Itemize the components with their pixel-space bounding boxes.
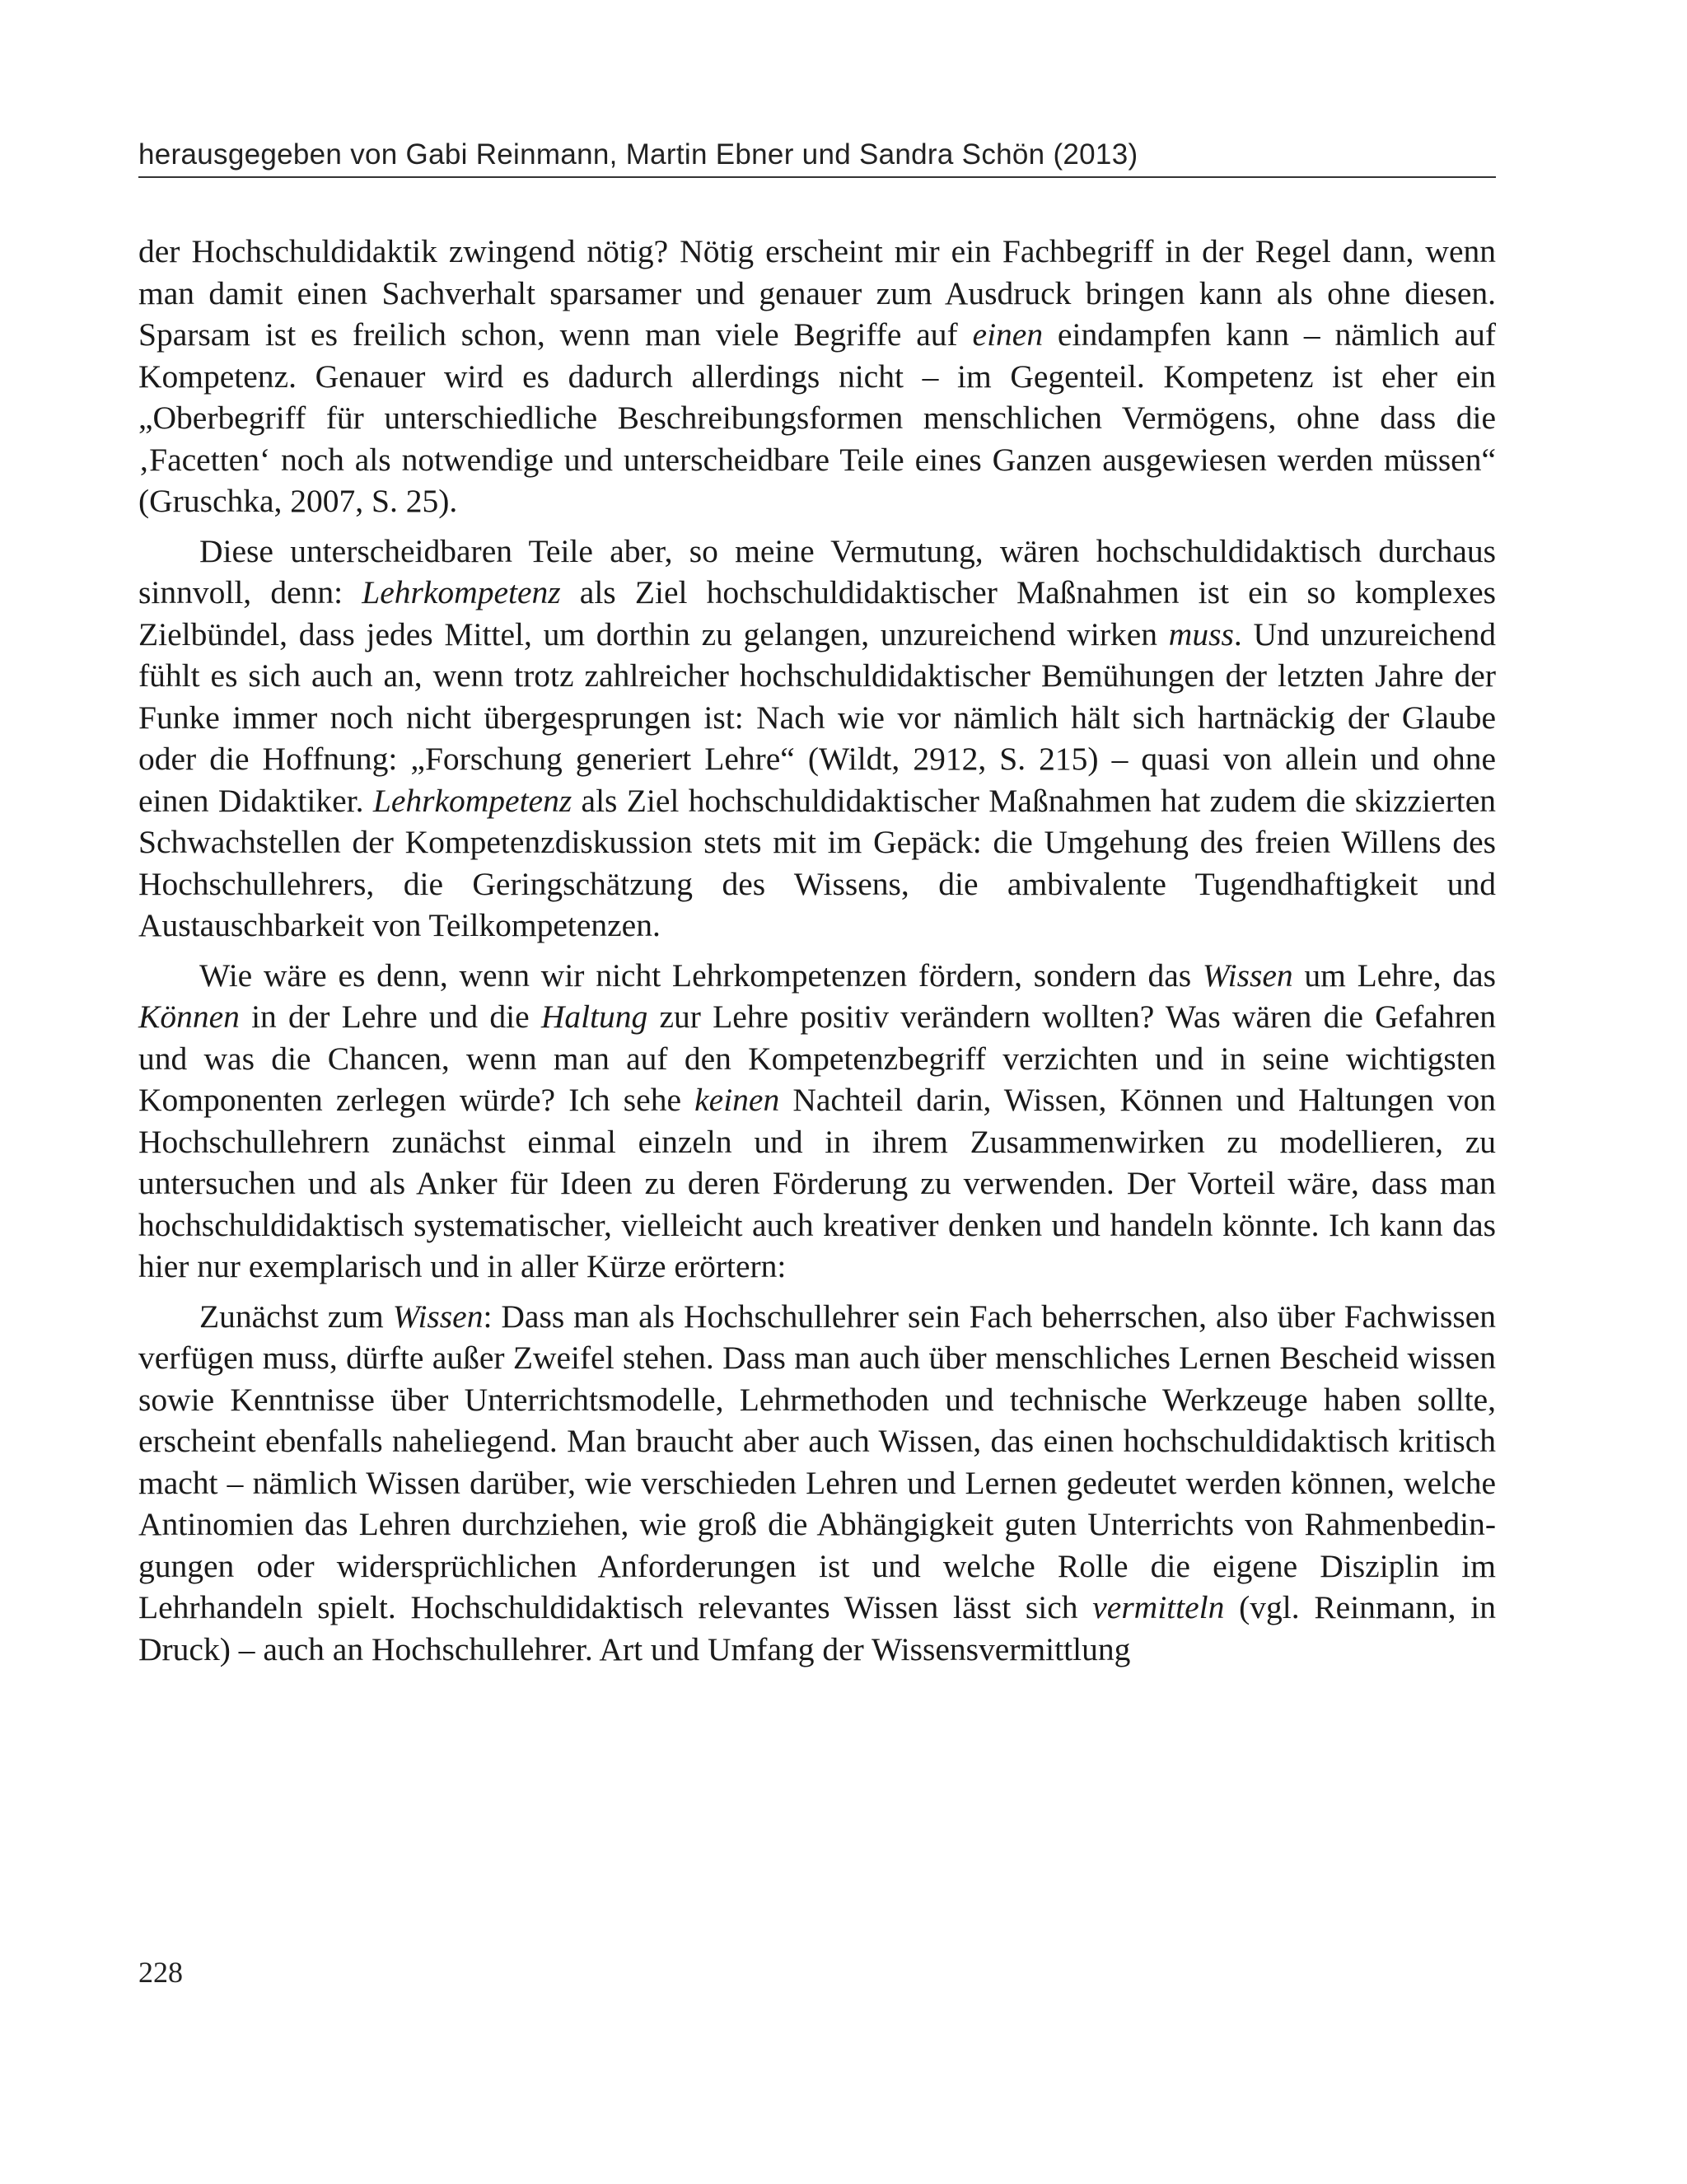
emphasis: Können <box>138 998 240 1035</box>
emphasis: keinen <box>694 1082 780 1118</box>
page-number: 228 <box>138 1956 183 1989</box>
text-run: der Hochschuldidaktik zwingend nötig? Nötig erscheint mir ein Fachbegriff in der Regel dann, wenn man damit einen Sachverhalt sparsamer und genauer zum Ausdruck bringen kann als ohne diesen. Sparsam ist es freilich schon, wenn man viele Begriffe auf <box>138 233 1496 353</box>
text-run: als Ziel hochschuldidaktischer Maßnahmen ist ein so komplexes Zielbündel, dass jedes Mittel, um dorthin zu gelangen, unzureichend wirken <box>138 574 1496 652</box>
text-run: Zunächst zum <box>199 1298 393 1335</box>
text-run: . Und unzureichend fühlt es sich auch an, wenn trotz zahlreicher hochschuldidaktischer Bemühungen der letzten Jahre der Funke immer noch nicht übergesprungen ist: Nach wie vor nämlich hält sich hartnäckig der Glaube oder die Hoffnung: „Forschung generiert Lehre“ (Wildt, 2912, S. 215) – quasi von allein und ohne einen Didaktiker. <box>138 615 1496 819</box>
header-rule <box>138 176 1496 178</box>
text-run: Diese unterscheidbaren Teile aber, so meine Vermutung, wären hochschuldidaktisch durchaus sinnvoll, denn: <box>138 532 1496 610</box>
running-header: herausgegeben von Gabi Reinmann, Martin Ebner und Sandra Schön (2013) <box>138 138 1138 171</box>
text-run: Nachteil darin, Wissen, Können und Haltungen von Hochschullehrern zunächst einmal einzeln und in ihrem Zusammenwirken zu modellieren, zu untersuchen und als Anker für Ideen zu deren Förderung zu verwenden. Der Vorteil wäre, dass man hochschuldidaktisch systematischer, vielleicht auch kreativer denken und handeln könnte. Ich kann das hier nur exemplarisch und in aller Kürze erörtern: <box>138 1082 1496 1284</box>
text-run: in der Lehre und die <box>239 998 541 1035</box>
body-text <box>138 231 1496 1678</box>
emphasis: Lehrkompetenz <box>362 574 561 610</box>
emphasis: Haltung <box>540 998 648 1035</box>
emphasis: vermitteln <box>1092 1589 1225 1625</box>
emphasis: einen <box>972 316 1044 353</box>
text-run: Wie wäre es denn, wenn wir nicht Lehrkompetenzen fördern, sondern das <box>199 956 1203 994</box>
emphasis: Wissen <box>1202 956 1293 994</box>
emphasis: muss <box>1168 615 1234 652</box>
emphasis: Wissen <box>392 1298 484 1335</box>
text-run: zur Lehre positiv verändern wollten? Was wären die Gefahren und was die Chancen, wenn man auf den Kompetenzbegriff verzichten und in seine wichtigsten Komponenten zerlegen würde? Ich sehe <box>138 998 1497 1118</box>
text-run: eindampfen kann – nämlich auf Kompetenz. Genauer wird es dadurch allerdings nicht – im Gegenteil. Kompetenz ist eher ein „Oberbegriff für unterschiedliche Beschreibungsformen menschlichen Vermögens, ohne dass die ‚Facetten‘ noch als notwendige und unterscheidbare Teile eines Ganzen ausgewiesen werden müssen“ (Gruschka, 2007, S. 25). <box>138 316 1497 519</box>
paragraph-3 <box>138 955 1496 1288</box>
paragraph-4 <box>138 1296 1496 1671</box>
paragraph-1 <box>138 231 1496 522</box>
text-run: als Ziel hochschuldidaktischer Maßnahmen hat zudem die skizzierten Schwachstellen der Kompetenzdiskussion stets mit im Gepäck: die Umgehung des freien Willens des Hochschullehrers, die Geringschätzung des Wissens, die ambivalente Tugendhaftigkeit und Austauschbarkeit von Teilkompetenzen. <box>138 782 1497 943</box>
emphasis: Lehrkompetenz <box>372 782 572 819</box>
text-run: um Lehre, das <box>1292 956 1496 994</box>
text-run: : Dass man als Hochschullehrer sein Fach beherrschen, also über Fachwissen verfügen muss, dürfte außer Zweifel stehen. Dass man auch über menschliches Lernen Bescheid wissen sowie Kenntnisse über Unterrichtsmodelle, Lehrmethoden und technische Werkzeuge haben sollte, erscheint ebenfalls naheliegend. Man braucht aber auch Wissen, das einen hochschuldidaktisch kritisch macht – nämlich Wissen darüber, wie verschieden Lehren und Lernen gedeutet werden können, welche Antinomien das Lehren durchziehen, wie groß die Abhängigkeit guten Unterrichts von Rahmenbedingungen oder widersprüchlichen Anforderungen ist und welche Rolle die eigene Disziplin im Lehrhandeln spielt. Hochschuldidaktisch relevantes Wissen lässt sich <box>138 1298 1497 1625</box>
text-run: (vgl. Reinmann, in Druck) – auch an Hochschullehrer. Art und Umfang der Wissensvermittlung <box>138 1589 1496 1667</box>
paragraph-2 <box>138 531 1496 947</box>
